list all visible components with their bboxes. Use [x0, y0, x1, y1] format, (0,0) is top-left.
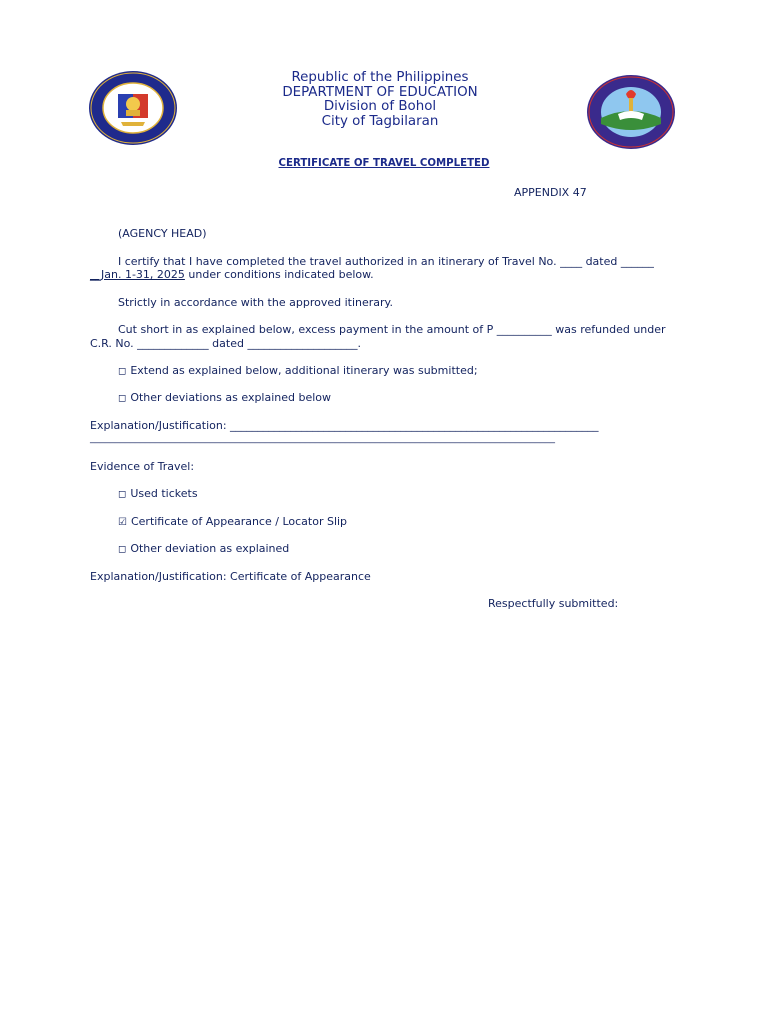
letterhead-division: Division of Bohol: [323, 99, 437, 114]
checkbox-empty-icon: ◻: [118, 544, 127, 555]
agency-head-label: (AGENCY HEAD): [118, 227, 207, 240]
letterhead: [230, 71, 530, 129]
explanation-line-1: Explanation/Justification: ___________________________________________________________________: [90, 419, 599, 432]
evidence-item: [118, 542, 289, 555]
deped-seal-left: [88, 70, 178, 146]
evidence-item-label: Other deviation as explained: [130, 542, 290, 555]
extend-option: [118, 364, 478, 377]
checkbox-empty-icon: ◻: [118, 393, 127, 404]
travel-date-filled: __Jan. 1-31, 2025: [90, 268, 185, 281]
letterhead-department: DEPARTMENT OF EDUCATION: [282, 84, 478, 100]
explanation-filled-line: Explanation/Justification: Certificate of Appearance: [90, 570, 371, 583]
document-title: CERTIFICATE OF TRAVEL COMPLETED: [278, 158, 490, 169]
evidence-of-travel-label: Evidence of Travel:: [90, 460, 195, 473]
deped-bohol-seal-right: [586, 74, 676, 150]
cut-short-line-1: Cut short in as explained below, excess payment in the amount of P __________ was refunded under: [118, 323, 666, 336]
evidence-item: [118, 515, 347, 528]
evidence-item: [118, 487, 198, 500]
checkbox-empty-icon: ◻: [118, 489, 127, 500]
extend-option-label: Extend as explained below, additional itinerary was submitted;: [130, 364, 478, 377]
evidence-item-label: Certificate of Appearance / Locator Slip: [130, 515, 348, 528]
explanation-line-2: _____________________________________________________________________________________________: [90, 433, 555, 444]
checkbox-checked-icon: ☑: [118, 517, 127, 528]
other-deviations-option: [118, 391, 331, 404]
certify-line-1: I certify that I have completed the travel authorized in an itinerary of Travel No. ____ dated ______: [118, 255, 654, 268]
cut-short-line-2: C.R. No. _____________ dated ____________________.: [90, 337, 361, 350]
letterhead-city: City of Tagbilaran: [321, 113, 439, 129]
respectfully-submitted: Respectfully submitted:: [488, 597, 619, 610]
checkbox-empty-icon: ◻: [118, 366, 127, 377]
certify-line-2: [90, 268, 374, 281]
strictly-accordance-line: Strictly in accordance with the approved itinerary.: [118, 296, 393, 309]
evidence-item-label: Used tickets: [130, 487, 198, 500]
appendix-number: APPENDIX 47: [514, 186, 587, 199]
certify-line-2-rest: under conditions indicated below.: [184, 268, 374, 281]
other-deviations-label: Other deviations as explained below: [130, 391, 332, 404]
letterhead-republic: Republic of the Philippines: [291, 70, 469, 85]
